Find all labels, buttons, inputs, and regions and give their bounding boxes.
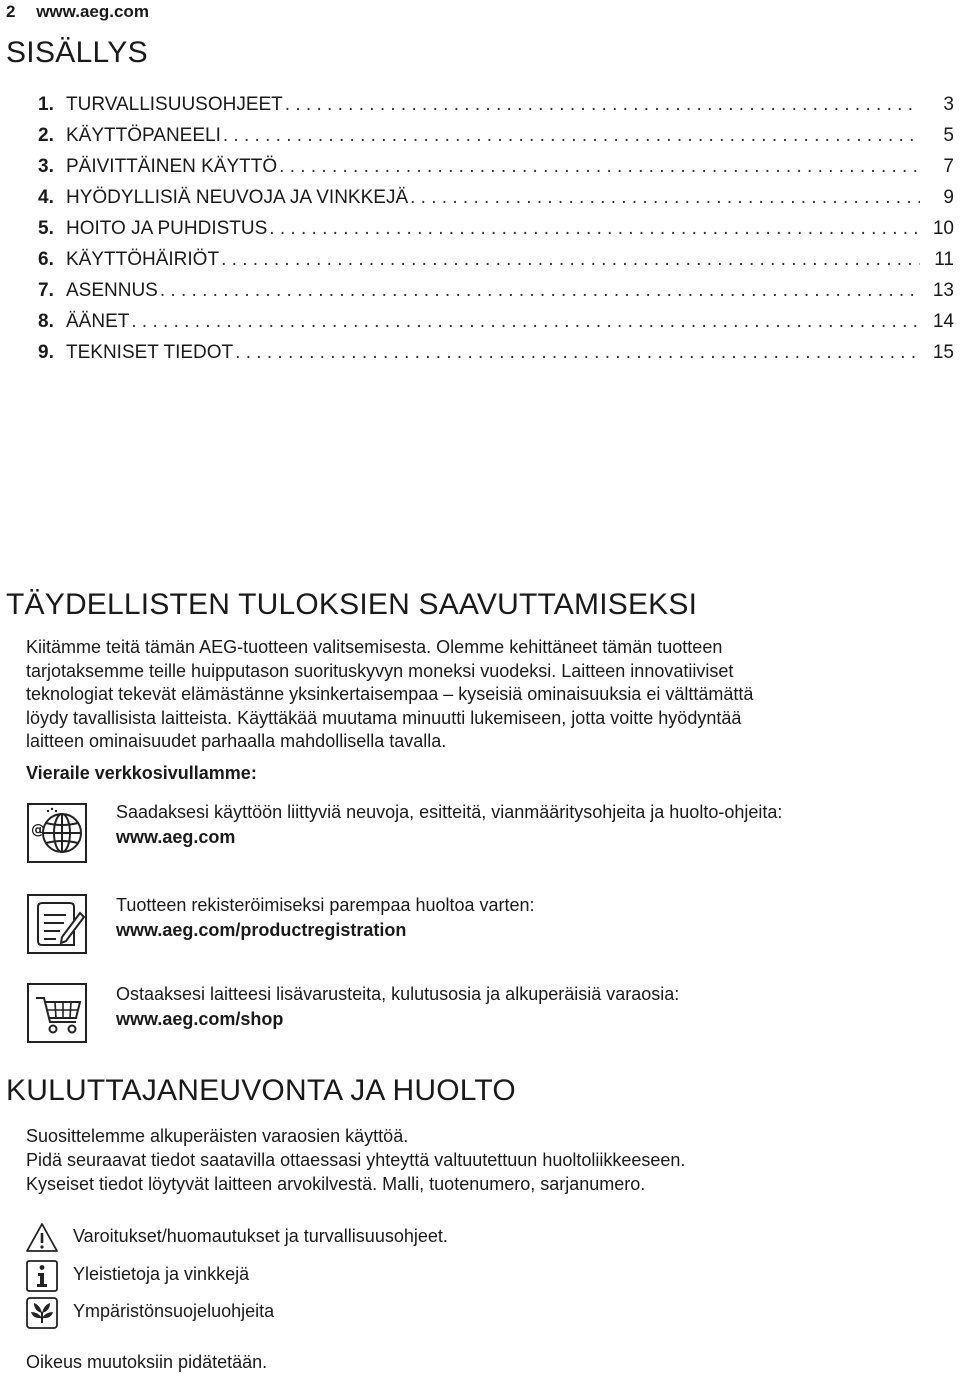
toc-item-page: 3 — [943, 94, 954, 115]
toc-item[interactable] — [38, 94, 958, 125]
table-of-contents — [38, 94, 958, 373]
toc-item-page: 13 — [932, 280, 954, 301]
toc-item-number: 9. — [38, 342, 54, 363]
toc-item-number: 4. — [38, 187, 54, 208]
shopping-cart-icon — [26, 982, 90, 1046]
toc-item-label: HYÖDYLLISIÄ NEUVOJA JA VINKKEJÄ — [66, 187, 409, 208]
toc-item-page: 10 — [932, 218, 954, 239]
web-link-shop[interactable]: www.aeg.com/shop — [116, 1009, 284, 1029]
toc-item-page: 14 — [932, 311, 954, 332]
footer-note: Oikeus muutoksiin pidätetään. — [26, 1352, 268, 1372]
toc-item[interactable] — [38, 125, 958, 156]
page-number: 2 — [6, 2, 16, 21]
intro-line: Kiitämme teitä tämän AEG-tuotteen valitsemisesta. Olemme kehittäneet tämän tuotteen — [26, 637, 723, 657]
toc-item-label: PÄIVITTÄINEN KÄYTTÖ — [66, 156, 278, 177]
toc-item-number: 6. — [38, 249, 54, 270]
header-site: www.aeg.com — [36, 2, 149, 21]
toc-item[interactable] — [38, 280, 958, 311]
web-item-description: Tuotteen rekisteröimiseksi parempaa huoltoa varten: — [116, 895, 535, 915]
intro-line: laitteen ominaisuudet parhaalla mahdollisella tavalla. — [26, 731, 447, 752]
toc-item-number: 5. — [38, 218, 54, 239]
legend-text: Varoitukset/huomautukset ja turvallisuusohjeet. — [73, 1226, 448, 1246]
page-header — [6, 2, 149, 22]
svg-text:@: @ — [31, 822, 45, 838]
toc-item-number: 3. — [38, 156, 54, 177]
toc-item[interactable] — [38, 311, 958, 342]
toc-item[interactable] — [38, 342, 958, 373]
web-item-text-block — [116, 800, 782, 850]
toc-leader-dots — [160, 280, 920, 302]
warning-triangle-icon — [26, 1222, 58, 1254]
service-paragraph — [26, 1124, 685, 1196]
toc-item-page: 15 — [932, 342, 954, 363]
toc-item-label: ÄÄNET — [66, 311, 130, 332]
toc-item-label: KÄYTTÖHÄIRIÖT — [66, 249, 220, 270]
toc-item-page: 5 — [943, 125, 954, 146]
intro-paragraph — [26, 636, 946, 754]
toc-leader-dots — [285, 94, 920, 116]
web-item-description: Ostaaksesi laitteesi lisävarusteita, kulutusosia ja alkuperäisiä varaosia: — [116, 984, 680, 1004]
web-item-description: Saadaksesi käyttöön liittyviä neuvoja, esitteitä, vianmääritysohjeita ja huolto-ohjeita: — [116, 802, 783, 822]
toc-item-number: 8. — [38, 311, 54, 332]
intro-line: tarjotaksemme teille huipputason suorituskyvyn moneksi vuodeksi. Laitteen innovatiiviset — [26, 660, 734, 681]
toc-item[interactable] — [38, 218, 958, 249]
toc-item-label: HOITO JA PUHDISTUS — [66, 218, 268, 239]
visit-website-label: Vieraile verkkosivullamme: — [26, 763, 257, 783]
toc-leader-dots — [221, 249, 920, 271]
info-icon — [26, 1260, 58, 1292]
toc-item-page: 7 — [943, 156, 954, 177]
web-link-aeg[interactable]: www.aeg.com — [116, 827, 236, 847]
web-link-productregistration[interactable]: www.aeg.com/productregistration — [116, 920, 407, 940]
toc-item-label: ASENNUS — [66, 280, 158, 301]
toc-leader-dots — [410, 187, 920, 209]
toc-leader-dots — [235, 342, 920, 364]
toc-leader-dots — [131, 311, 920, 333]
toc-item-number: 7. — [38, 280, 54, 301]
legend-text: Yleistietoja ja vinkkejä — [73, 1264, 250, 1284]
toc-item-label: TURVALLISUUSOHJEET — [66, 94, 283, 115]
intro-line: löydy tavallisista laitteista. Käyttäkää muutama minuutti lukemiseen, jotta voitte hyödyntää — [26, 707, 742, 728]
service-line: Pidä seuraavat tiedot saatavilla ottaessasi yhteyttä valtuutettuun huoltoliikkeeseen. — [26, 1150, 686, 1170]
environment-leaf-icon — [26, 1297, 58, 1329]
consumer-service-title: KULUTTAJANEUVONTA JA HUOLTO — [6, 1074, 516, 1107]
service-line: Suosittelemme alkuperäisten varaosien käyttöä. — [26, 1126, 409, 1146]
toc-item-label: TEKNISET TIEDOT — [66, 342, 234, 363]
toc-item-label: KÄYTTÖPANEELI — [66, 125, 221, 146]
legend-text: Ympäristönsuojeluohjeita — [73, 1301, 275, 1321]
toc-leader-dots — [269, 218, 920, 240]
toc-leader-dots — [279, 156, 920, 178]
toc-item-number: 2. — [38, 125, 54, 146]
globe-at-icon — [26, 800, 90, 864]
perfect-results-title: TÄYDELLISTEN TULOKSIEN SAAVUTTAMISEKSI — [6, 588, 698, 621]
service-line: Kyseiset tiedot löytyvät laitteen arvokilvestä. Malli, tuotenumero, sarjanumero. — [26, 1174, 646, 1194]
toc-item-page: 9 — [943, 187, 954, 208]
intro-line: teknologiat tekevät elämästänne yksinkertaisempaa – kyseisiä ominaisuuksia ei välttämättä — [26, 684, 754, 705]
web-item-text-block — [116, 893, 535, 943]
toc-item[interactable] — [38, 249, 958, 280]
toc-item[interactable] — [38, 187, 958, 218]
toc-item-number: 1. — [38, 94, 54, 115]
toc-leader-dots — [223, 125, 920, 147]
web-item-text-block — [116, 982, 679, 1032]
toc-item-page: 11 — [934, 249, 954, 270]
toc-item[interactable] — [38, 156, 958, 187]
toc-title: SISÄLLYS — [6, 36, 148, 69]
registration-pen-icon — [26, 893, 90, 957]
